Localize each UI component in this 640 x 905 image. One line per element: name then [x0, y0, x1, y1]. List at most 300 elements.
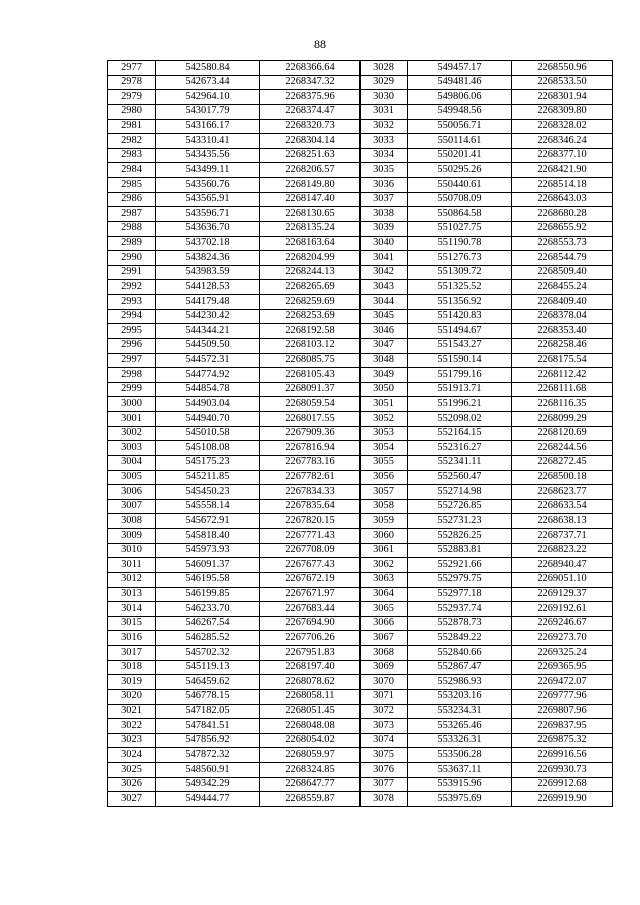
table-row — [108, 251, 361, 266]
x-coordinate-cell: 552098.02 — [408, 412, 512, 427]
table-row — [108, 324, 361, 339]
x-coordinate-cell: 544940.70 — [156, 412, 260, 427]
table-row — [108, 660, 361, 675]
y-coordinate-cell: 2268553.73 — [512, 236, 613, 251]
y-coordinate-cell: 2268823.22 — [512, 543, 613, 558]
table-row — [360, 587, 613, 602]
y-coordinate-cell: 2268304.14 — [260, 134, 361, 149]
y-coordinate-cell: 2269919.90 — [512, 792, 613, 807]
point-number-cell: 3036 — [360, 178, 408, 193]
x-coordinate-cell: 551325.52 — [408, 280, 512, 295]
y-coordinate-cell: 2268258.46 — [512, 338, 613, 353]
point-number-cell: 3017 — [108, 646, 156, 661]
y-coordinate-cell: 2268375.96 — [260, 90, 361, 105]
x-coordinate-cell: 545672.91 — [156, 514, 260, 529]
table-row — [108, 646, 361, 661]
table-row — [360, 192, 613, 207]
table-row — [360, 324, 613, 339]
table-row — [360, 207, 613, 222]
x-coordinate-cell: 546459.62 — [156, 675, 260, 690]
table-row — [360, 178, 613, 193]
point-number-cell: 3068 — [360, 646, 408, 661]
x-coordinate-cell: 552921.66 — [408, 558, 512, 573]
x-coordinate-cell: 552316.27 — [408, 441, 512, 456]
x-coordinate-cell: 550708.09 — [408, 192, 512, 207]
point-number-cell: 2979 — [108, 90, 156, 105]
y-coordinate-cell: 2268309.80 — [512, 104, 613, 119]
x-coordinate-cell: 544509.50 — [156, 338, 260, 353]
point-number-cell: 3054 — [360, 441, 408, 456]
point-number-cell: 3027 — [108, 792, 156, 807]
y-coordinate-cell: 2269875.32 — [512, 733, 613, 748]
point-number-cell: 3005 — [108, 470, 156, 485]
x-coordinate-cell: 549457.17 — [408, 61, 512, 76]
y-coordinate-cell: 2269273.70 — [512, 631, 613, 646]
point-number-cell: 2991 — [108, 265, 156, 280]
point-number-cell: 3009 — [108, 529, 156, 544]
y-coordinate-cell: 2269192.61 — [512, 602, 613, 617]
point-number-cell: 2995 — [108, 324, 156, 339]
table-row — [108, 514, 361, 529]
point-number-cell: 3013 — [108, 587, 156, 602]
table-row — [108, 455, 361, 470]
y-coordinate-cell: 2269930.73 — [512, 763, 613, 778]
table-row — [360, 675, 613, 690]
table-row — [360, 485, 613, 500]
point-number-cell: 3037 — [360, 192, 408, 207]
x-coordinate-cell: 553637.11 — [408, 763, 512, 778]
point-number-cell: 3023 — [108, 733, 156, 748]
x-coordinate-cell: 553506.28 — [408, 748, 512, 763]
table-row — [108, 265, 361, 280]
table-row — [360, 221, 613, 236]
y-coordinate-cell: 2269365.95 — [512, 660, 613, 675]
y-coordinate-cell: 2268272.45 — [512, 455, 613, 470]
x-coordinate-cell: 552164.15 — [408, 426, 512, 441]
x-coordinate-cell: 546199.85 — [156, 587, 260, 602]
point-number-cell: 3049 — [360, 368, 408, 383]
point-number-cell: 2980 — [108, 104, 156, 119]
table-row — [360, 558, 613, 573]
point-number-cell: 3061 — [360, 543, 408, 558]
x-coordinate-cell: 546233.70 — [156, 602, 260, 617]
table-row — [360, 148, 613, 163]
x-coordinate-cell: 552883.81 — [408, 543, 512, 558]
table-row — [108, 75, 361, 90]
table-row — [360, 265, 613, 280]
y-coordinate-cell: 2268623.77 — [512, 485, 613, 500]
y-coordinate-cell: 2268421.90 — [512, 163, 613, 178]
point-number-cell: 2999 — [108, 382, 156, 397]
table-row — [360, 61, 613, 76]
y-coordinate-cell: 2268259.69 — [260, 295, 361, 310]
y-coordinate-cell: 2268265.69 — [260, 280, 361, 295]
x-coordinate-cell: 551799.16 — [408, 368, 512, 383]
table-row — [108, 119, 361, 134]
y-coordinate-cell: 2267951.83 — [260, 646, 361, 661]
y-coordinate-cell: 2268374.47 — [260, 104, 361, 119]
x-coordinate-cell: 542964.10 — [156, 90, 260, 105]
y-coordinate-cell: 2269777.96 — [512, 689, 613, 704]
table-row — [360, 163, 613, 178]
point-number-cell: 3055 — [360, 455, 408, 470]
point-number-cell: 3045 — [360, 309, 408, 324]
table-row — [108, 733, 361, 748]
y-coordinate-cell: 2268647.77 — [260, 777, 361, 792]
table-row — [360, 733, 613, 748]
x-coordinate-cell: 550295.26 — [408, 163, 512, 178]
point-number-cell: 2983 — [108, 148, 156, 163]
x-coordinate-cell: 551543.27 — [408, 338, 512, 353]
table-row — [360, 236, 613, 251]
point-number-cell: 2982 — [108, 134, 156, 149]
point-number-cell: 3048 — [360, 353, 408, 368]
table-row — [108, 134, 361, 149]
table-row — [108, 719, 361, 734]
x-coordinate-cell: 543166.17 — [156, 119, 260, 134]
x-coordinate-cell: 543596.71 — [156, 207, 260, 222]
point-number-cell: 3065 — [360, 602, 408, 617]
y-coordinate-cell: 2269246.67 — [512, 616, 613, 631]
point-number-cell: 2990 — [108, 251, 156, 266]
x-coordinate-cell: 549948.56 — [408, 104, 512, 119]
y-coordinate-cell: 2268378.04 — [512, 309, 613, 324]
y-coordinate-cell: 2268544.79 — [512, 251, 613, 266]
table-row — [360, 295, 613, 310]
point-number-cell: 3012 — [108, 572, 156, 587]
point-number-cell: 2993 — [108, 295, 156, 310]
table-row — [108, 777, 361, 792]
table-row — [108, 499, 361, 514]
point-number-cell: 3069 — [360, 660, 408, 675]
point-number-cell: 3003 — [108, 441, 156, 456]
point-number-cell: 3010 — [108, 543, 156, 558]
table-row — [108, 631, 361, 646]
y-coordinate-cell: 2268103.12 — [260, 338, 361, 353]
point-number-cell: 3062 — [360, 558, 408, 573]
table-row — [360, 309, 613, 324]
point-number-cell: 3047 — [360, 338, 408, 353]
point-number-cell: 3020 — [108, 689, 156, 704]
y-coordinate-cell: 2268048.08 — [260, 719, 361, 734]
x-coordinate-cell: 543560.76 — [156, 178, 260, 193]
y-coordinate-cell: 2269129.37 — [512, 587, 613, 602]
x-coordinate-cell: 544128.53 — [156, 280, 260, 295]
point-number-cell: 3078 — [360, 792, 408, 807]
table-row — [108, 309, 361, 324]
table-row — [108, 792, 361, 807]
point-number-cell: 3067 — [360, 631, 408, 646]
y-coordinate-cell: 2268301.94 — [512, 90, 613, 105]
y-coordinate-cell: 2268251.63 — [260, 148, 361, 163]
x-coordinate-cell: 545558.14 — [156, 499, 260, 514]
x-coordinate-cell: 544179.48 — [156, 295, 260, 310]
x-coordinate-cell: 549481.46 — [408, 75, 512, 90]
table-row — [360, 499, 613, 514]
table-row — [108, 470, 361, 485]
table-row — [108, 602, 361, 617]
y-coordinate-cell: 2267677.43 — [260, 558, 361, 573]
point-number-cell: 3059 — [360, 514, 408, 529]
y-coordinate-cell: 2268105.43 — [260, 368, 361, 383]
y-coordinate-cell: 2269837.95 — [512, 719, 613, 734]
x-coordinate-cell: 546195.58 — [156, 572, 260, 587]
table-row — [360, 646, 613, 661]
y-coordinate-cell: 2268500.18 — [512, 470, 613, 485]
y-coordinate-cell: 2268192.58 — [260, 324, 361, 339]
y-coordinate-cell: 2269916.56 — [512, 748, 613, 763]
x-coordinate-cell: 546285.52 — [156, 631, 260, 646]
table-row — [360, 631, 613, 646]
y-coordinate-cell: 2268377.10 — [512, 148, 613, 163]
y-coordinate-cell: 2268409.40 — [512, 295, 613, 310]
x-coordinate-cell: 544774.92 — [156, 368, 260, 383]
point-number-cell: 3064 — [360, 587, 408, 602]
y-coordinate-cell: 2267782.61 — [260, 470, 361, 485]
y-coordinate-cell: 2268204.99 — [260, 251, 361, 266]
x-coordinate-cell: 547872.32 — [156, 748, 260, 763]
coordinate-table-left — [107, 60, 361, 807]
y-coordinate-cell: 2268559.87 — [260, 792, 361, 807]
x-coordinate-cell: 551309.72 — [408, 265, 512, 280]
y-coordinate-cell: 2268059.97 — [260, 748, 361, 763]
point-number-cell: 3041 — [360, 251, 408, 266]
x-coordinate-cell: 553265.46 — [408, 719, 512, 734]
x-coordinate-cell: 545108.08 — [156, 441, 260, 456]
y-coordinate-cell: 2268120.69 — [512, 426, 613, 441]
y-coordinate-cell: 2269912.68 — [512, 777, 613, 792]
x-coordinate-cell: 543017.79 — [156, 104, 260, 119]
x-coordinate-cell: 543636.70 — [156, 221, 260, 236]
point-number-cell: 3051 — [360, 397, 408, 412]
point-number-cell: 3039 — [360, 221, 408, 236]
y-coordinate-cell: 2269807.96 — [512, 704, 613, 719]
table-row — [360, 602, 613, 617]
x-coordinate-cell: 545119.13 — [156, 660, 260, 675]
table-row — [360, 704, 613, 719]
y-coordinate-cell: 2268085.75 — [260, 353, 361, 368]
table-row — [108, 382, 361, 397]
x-coordinate-cell: 544903.04 — [156, 397, 260, 412]
table-row — [360, 719, 613, 734]
x-coordinate-cell: 545211.85 — [156, 470, 260, 485]
table-row — [108, 572, 361, 587]
y-coordinate-cell: 2268353.40 — [512, 324, 613, 339]
table-row — [108, 338, 361, 353]
x-coordinate-cell: 550056.71 — [408, 119, 512, 134]
point-number-cell: 2992 — [108, 280, 156, 295]
x-coordinate-cell: 545010.58 — [156, 426, 260, 441]
point-number-cell: 2988 — [108, 221, 156, 236]
y-coordinate-cell: 2267834.33 — [260, 485, 361, 500]
point-number-cell: 3024 — [108, 748, 156, 763]
y-coordinate-cell: 2268197.40 — [260, 660, 361, 675]
point-number-cell: 3072 — [360, 704, 408, 719]
y-coordinate-cell: 2268940.47 — [512, 558, 613, 573]
x-coordinate-cell: 552849.22 — [408, 631, 512, 646]
point-number-cell: 2981 — [108, 119, 156, 134]
x-coordinate-cell: 550864.58 — [408, 207, 512, 222]
point-number-cell: 3031 — [360, 104, 408, 119]
point-number-cell: 3025 — [108, 763, 156, 778]
x-coordinate-cell: 553326.31 — [408, 733, 512, 748]
y-coordinate-cell: 2268737.71 — [512, 529, 613, 544]
point-number-cell: 2978 — [108, 75, 156, 90]
y-coordinate-cell: 2268116.35 — [512, 397, 613, 412]
table-row — [108, 616, 361, 631]
point-number-cell: 3050 — [360, 382, 408, 397]
table-row — [108, 587, 361, 602]
point-number-cell: 3042 — [360, 265, 408, 280]
x-coordinate-cell: 545973.93 — [156, 543, 260, 558]
y-coordinate-cell: 2268347.32 — [260, 75, 361, 90]
x-coordinate-cell: 543310.41 — [156, 134, 260, 149]
point-number-cell: 3015 — [108, 616, 156, 631]
point-number-cell: 3028 — [360, 61, 408, 76]
y-coordinate-cell: 2268099.29 — [512, 412, 613, 427]
point-number-cell: 3004 — [108, 455, 156, 470]
x-coordinate-cell: 551996.21 — [408, 397, 512, 412]
x-coordinate-cell: 552840.66 — [408, 646, 512, 661]
point-number-cell: 3014 — [108, 602, 156, 617]
y-coordinate-cell: 2268509.40 — [512, 265, 613, 280]
x-coordinate-cell: 552867.47 — [408, 660, 512, 675]
y-coordinate-cell: 2267835.64 — [260, 499, 361, 514]
x-coordinate-cell: 549342.29 — [156, 777, 260, 792]
x-coordinate-cell: 549806.06 — [408, 90, 512, 105]
x-coordinate-cell: 543499.11 — [156, 163, 260, 178]
table-row — [108, 280, 361, 295]
x-coordinate-cell: 552726.85 — [408, 499, 512, 514]
x-coordinate-cell: 552714.98 — [408, 485, 512, 500]
point-number-cell: 3018 — [108, 660, 156, 675]
table-row — [108, 295, 361, 310]
y-coordinate-cell: 2267820.15 — [260, 514, 361, 529]
table-row — [360, 792, 613, 807]
table-row — [360, 455, 613, 470]
table-row — [108, 61, 361, 76]
y-coordinate-cell: 2268059.54 — [260, 397, 361, 412]
table-row — [360, 514, 613, 529]
point-number-cell: 3070 — [360, 675, 408, 690]
point-number-cell: 3002 — [108, 426, 156, 441]
y-coordinate-cell: 2268149.80 — [260, 178, 361, 193]
x-coordinate-cell: 552826.25 — [408, 529, 512, 544]
x-coordinate-cell: 547841.51 — [156, 719, 260, 734]
x-coordinate-cell: 553203.16 — [408, 689, 512, 704]
y-coordinate-cell: 2267706.26 — [260, 631, 361, 646]
y-coordinate-cell: 2269051.10 — [512, 572, 613, 587]
point-number-cell: 3056 — [360, 470, 408, 485]
x-coordinate-cell: 551190.78 — [408, 236, 512, 251]
y-coordinate-cell: 2268051.45 — [260, 704, 361, 719]
y-coordinate-cell: 2268147.40 — [260, 192, 361, 207]
y-coordinate-cell: 2268017.55 — [260, 412, 361, 427]
x-coordinate-cell: 551027.75 — [408, 221, 512, 236]
point-number-cell: 3026 — [108, 777, 156, 792]
x-coordinate-cell: 550114.61 — [408, 134, 512, 149]
point-number-cell: 3063 — [360, 572, 408, 587]
table-row — [108, 441, 361, 456]
x-coordinate-cell: 546091.37 — [156, 558, 260, 573]
x-coordinate-cell: 543435.56 — [156, 148, 260, 163]
table-row — [108, 543, 361, 558]
y-coordinate-cell: 2267708.09 — [260, 543, 361, 558]
point-number-cell: 2986 — [108, 192, 156, 207]
y-coordinate-cell: 2268655.92 — [512, 221, 613, 236]
y-coordinate-cell: 2268633.54 — [512, 499, 613, 514]
point-number-cell: 3016 — [108, 631, 156, 646]
point-number-cell: 3000 — [108, 397, 156, 412]
y-coordinate-cell: 2267683.44 — [260, 602, 361, 617]
y-coordinate-cell: 2267671.97 — [260, 587, 361, 602]
y-coordinate-cell: 2268078.62 — [260, 675, 361, 690]
point-number-cell: 2977 — [108, 61, 156, 76]
table-row — [360, 426, 613, 441]
point-number-cell: 3046 — [360, 324, 408, 339]
point-number-cell: 3052 — [360, 412, 408, 427]
y-coordinate-cell: 2268324.85 — [260, 763, 361, 778]
x-coordinate-cell: 552560.47 — [408, 470, 512, 485]
table-row — [360, 777, 613, 792]
y-coordinate-cell: 2268680.28 — [512, 207, 613, 222]
point-number-cell: 3040 — [360, 236, 408, 251]
table-row — [360, 382, 613, 397]
y-coordinate-cell: 2268244.56 — [512, 441, 613, 456]
table-row — [360, 543, 613, 558]
point-number-cell: 2987 — [108, 207, 156, 222]
table-row — [108, 368, 361, 383]
point-number-cell: 3011 — [108, 558, 156, 573]
point-number-cell: 3034 — [360, 148, 408, 163]
x-coordinate-cell: 542673.44 — [156, 75, 260, 90]
y-coordinate-cell: 2268643.03 — [512, 192, 613, 207]
point-number-cell: 3073 — [360, 719, 408, 734]
x-coordinate-cell: 542580.84 — [156, 61, 260, 76]
table-row — [108, 192, 361, 207]
point-number-cell: 3019 — [108, 675, 156, 690]
point-number-cell: 2996 — [108, 338, 156, 353]
table-row — [108, 675, 361, 690]
table-row — [108, 748, 361, 763]
y-coordinate-cell: 2267783.16 — [260, 455, 361, 470]
table-row — [360, 572, 613, 587]
y-coordinate-cell: 2268091.37 — [260, 382, 361, 397]
table-row — [108, 221, 361, 236]
y-coordinate-cell: 2268112.42 — [512, 368, 613, 383]
table-row — [360, 104, 613, 119]
y-coordinate-cell: 2267771.43 — [260, 529, 361, 544]
table-row — [108, 689, 361, 704]
y-coordinate-cell: 2268135.24 — [260, 221, 361, 236]
table-row — [108, 207, 361, 222]
x-coordinate-cell: 545702.32 — [156, 646, 260, 661]
y-coordinate-cell: 2268638.13 — [512, 514, 613, 529]
x-coordinate-cell: 549444.77 — [156, 792, 260, 807]
table-row — [108, 90, 361, 105]
x-coordinate-cell: 547856.92 — [156, 733, 260, 748]
page-number: 88 — [314, 37, 326, 51]
table-row — [360, 763, 613, 778]
x-coordinate-cell: 552937.74 — [408, 602, 512, 617]
y-coordinate-cell: 2268366.64 — [260, 61, 361, 76]
table-row — [360, 397, 613, 412]
table-row — [360, 353, 613, 368]
y-coordinate-cell: 2268346.24 — [512, 134, 613, 149]
y-coordinate-cell: 2268111.68 — [512, 382, 613, 397]
table-row — [108, 236, 361, 251]
y-coordinate-cell: 2267909.36 — [260, 426, 361, 441]
